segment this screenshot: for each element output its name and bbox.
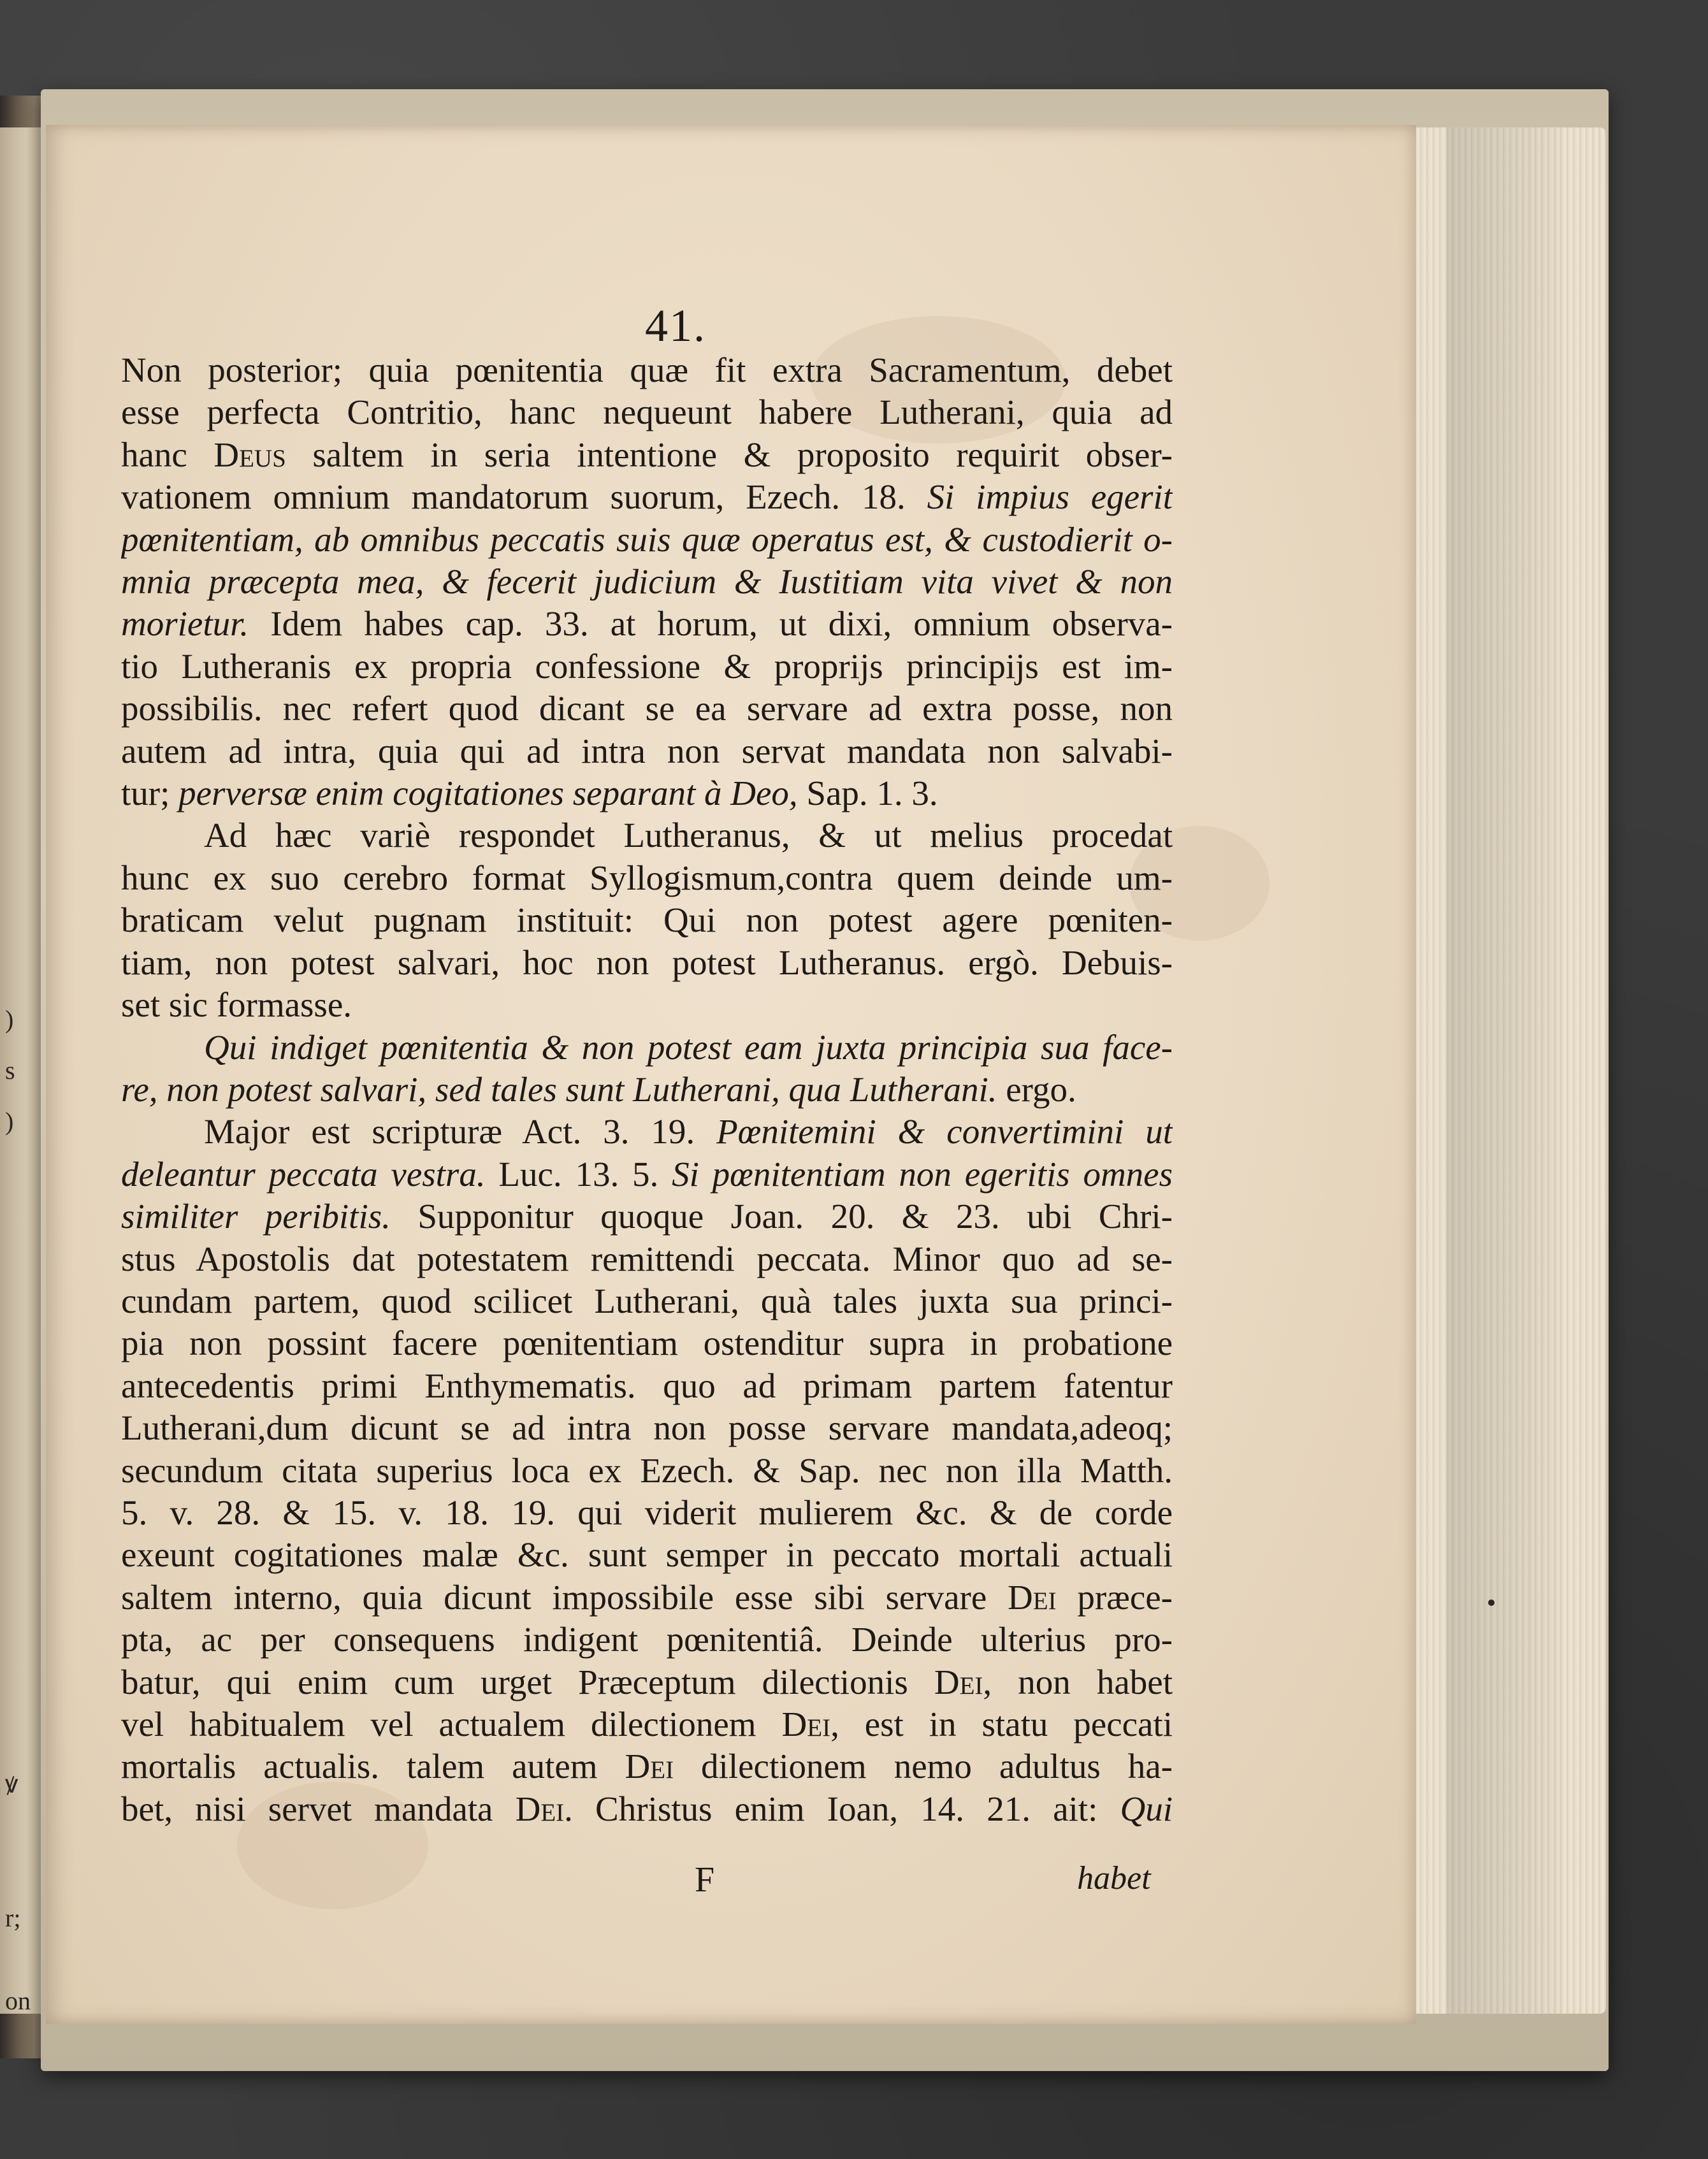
text-line: Major est scripturæ Act. 3. 19. Pœnitemini & convertimini ut <box>204 1112 1173 1152</box>
left-page-fragment: on <box>5 1986 31 2015</box>
text-line: esse perfecta Contritio, hanc nequeunt habere Lutherani, quia ad <box>121 393 1173 432</box>
text-line: Qui indiget pœnitentia & non potest eam juxta principia sua face- <box>204 1027 1173 1067</box>
text-line: bet, nisi servet mandata Dei. Christus enim Ioan, 14. 21. ait: Qui <box>121 1789 1173 1828</box>
signature-mark: F <box>695 1860 715 1900</box>
text-line: exeunt cogitationes malæ &c. sunt semper in peccato mortali actuali <box>121 1535 1173 1575</box>
text-line: hunc ex suo cerebro format Syllogismum,contra quem deinde um- <box>121 858 1173 897</box>
text-line: pœnitentiam, ab omnibus peccatis suis quæ operatus est, & custodierit o- <box>121 519 1173 559</box>
left-page-fragment: ) <box>5 1005 14 1034</box>
text-line: braticam velut pugnam instituit: Qui non potest agere pœniten- <box>121 900 1173 940</box>
text-line: antecedentis primi Enthymematis. quo ad primam partem fatentur <box>121 1366 1173 1405</box>
text-line: cundam partem, quod scilicet Lutherani, quà tales juxta sua princi- <box>121 1281 1173 1320</box>
text-line: 5. v. 28. & 15. v. 18. 19. qui viderit mulierem &c. & de corde <box>121 1492 1173 1532</box>
ink-speck <box>1488 1599 1494 1606</box>
text-line: re, non potest salvari, sed tales sunt Lutherani, qua Lutherani. ergo. <box>121 1069 1076 1109</box>
text-line: morietur. Idem habes cap. 33. at horum, ut dixi, omnium observa- <box>121 604 1173 644</box>
text-line: Non posterior; quia pœnitentia quæ fit extra Sacramentum, debet <box>121 350 1173 389</box>
text-line: deleantur peccata vestra. Luc. 13. 5. Si pœnitentiam non egeritis omnes <box>121 1154 1173 1194</box>
text-line: stus Apostolis dat potestatem remittendi peccata. Minor quo ad se- <box>121 1239 1173 1278</box>
text-line: batur, qui enim cum urget Præceptum dilectionis Dei, non habet <box>121 1662 1173 1701</box>
text-line: set sic formasse. <box>121 985 352 1025</box>
page-number: 41. <box>645 300 706 351</box>
text-line: saltem interno, quia dicunt impossibile esse sibi servare Dei præce- <box>121 1577 1173 1617</box>
left-page-fragment: r; <box>5 1903 21 1932</box>
text-line: mnia præcepta mea, & fecerit judicium & Iustitiam vita vivet & non <box>121 562 1173 602</box>
text-line: Lutherani,dum dicunt se ad intra non posse servare mandata,adeoq; <box>121 1408 1173 1448</box>
text-line: pia non possint facere pœnitentiam ostenditur supra in probatione <box>121 1324 1173 1363</box>
text-line: vel habitualem vel actualem dilectionem Dei, est in statu peccati <box>121 1705 1173 1744</box>
left-page-fragment: ꝟ <box>5 1770 18 1798</box>
page-stack-shadow <box>1447 127 1561 2014</box>
body-text <box>121 349 1173 1830</box>
text-line: pta, ac per consequens indigent pœnitentiâ. Deinde ulterius pro- <box>121 1620 1173 1659</box>
text-line: tur; perversæ enim cogitationes separant à Deo, Sap. 1. 3. <box>121 774 938 813</box>
text-line: similiter peribitis. Supponitur quoque Joan. 20. & 23. ubi Chri- <box>121 1197 1173 1236</box>
left-page-fragment: s <box>5 1056 15 1085</box>
text-line: tio Lutheranis ex propria confessione & proprijs principijs est im- <box>121 646 1173 686</box>
text-line: vationem omnium mandatorum suorum, Ezech. 18. Si impius egerit <box>121 477 1173 517</box>
text-line: possibilis. nec refert quod dicant se ea servare ad extra posse, non <box>121 689 1173 728</box>
text-line: mortalis actualis. talem autem Dei dilectionem nemo adultus ha- <box>121 1747 1173 1786</box>
left-page-edge <box>0 127 45 2014</box>
catchword: habet <box>1077 1860 1151 1896</box>
text-line: tiam, non potest salvari, hoc non potest Lutheranus. ergò. Debuis- <box>121 942 1173 982</box>
left-page-fragment: ) <box>5 1107 14 1136</box>
text-line: autem ad intra, quia qui ad intra non servat mandata non salvabi- <box>121 731 1173 770</box>
text-line: Ad hæc variè respondet Lutheranus, & ut melius procedat <box>204 816 1173 855</box>
text-line: hanc Deus saltem in seria intentione & proposito requirit obser- <box>121 435 1173 474</box>
text-line: secundum citata superius loca ex Ezech. & Sap. nec non illa Matth. <box>121 1450 1173 1490</box>
